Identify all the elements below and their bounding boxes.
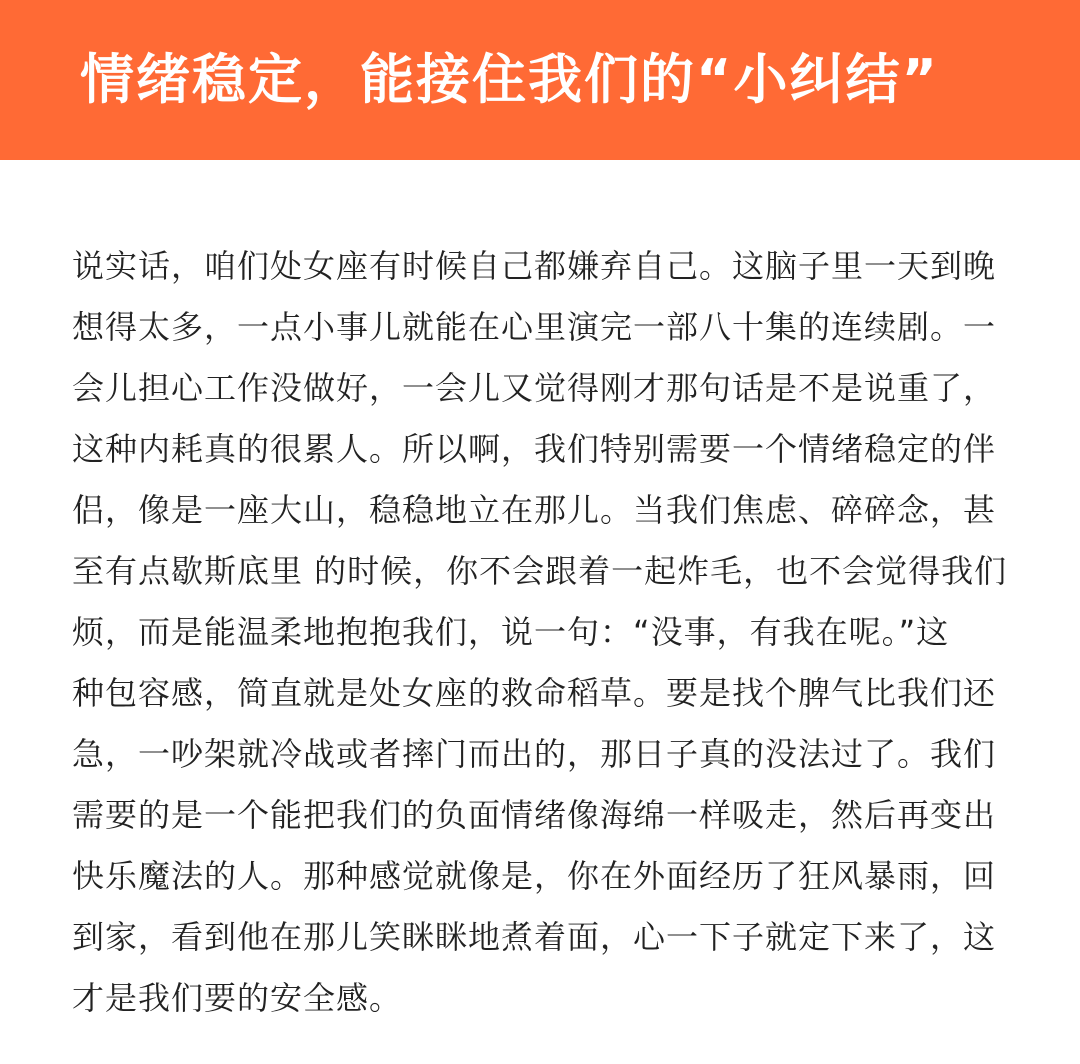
article-line: 到家，看到他在那儿笑眯眯地煮着面，心一下子就定下来了，这 [72,918,997,956]
article-line: 需要的是一个能把我们的负面情绪像海绵一样吸走，然后再变出 [72,796,997,834]
article-line: 想得太多，一点小事儿就能在心里演完一部八十集的连续剧。一 [72,308,997,346]
article-line: 侣，像是一座大山，稳稳地立在那儿。当我们焦虑、碎碎念，甚 [72,491,997,529]
article-line: 快乐魔法的人。那种感觉就像是，你在外面经历了狂风暴雨，回 [72,857,997,895]
article-line: 这种内耗真的很累人。所以啊，我们特别需要一个情绪稳定的伴 [72,430,997,468]
title-banner [0,0,1080,160]
article-line: 急，一吵架就冷战或者摔门而出的，那日子真的没法过了。我们 [72,735,997,773]
article-line: 才是我们要的安全感。 [72,979,403,1017]
article-line: 烦，而是能温柔地抱抱我们，说一句：“没事，有我在呢。”这 [72,613,950,651]
page-title: 情绪稳定，能接住我们的“小纠结” [80,48,939,111]
article-body [72,236,1012,1029]
article-line: 说实话，咱们处女座有时候自己都嫌弃自己。这脑子里一天到晚 [72,247,997,285]
article-line: 会儿担心工作没做好，一会儿又觉得刚才那句话是不是说重了， [72,369,997,407]
article-line: 种包容感，简直就是处女座的救命稻草。要是找个脾气比我们还 [72,674,997,712]
article-line: 至有点歇斯底里 的时候，你不会跟着一起炸毛，也不会觉得我们 [72,552,1008,590]
